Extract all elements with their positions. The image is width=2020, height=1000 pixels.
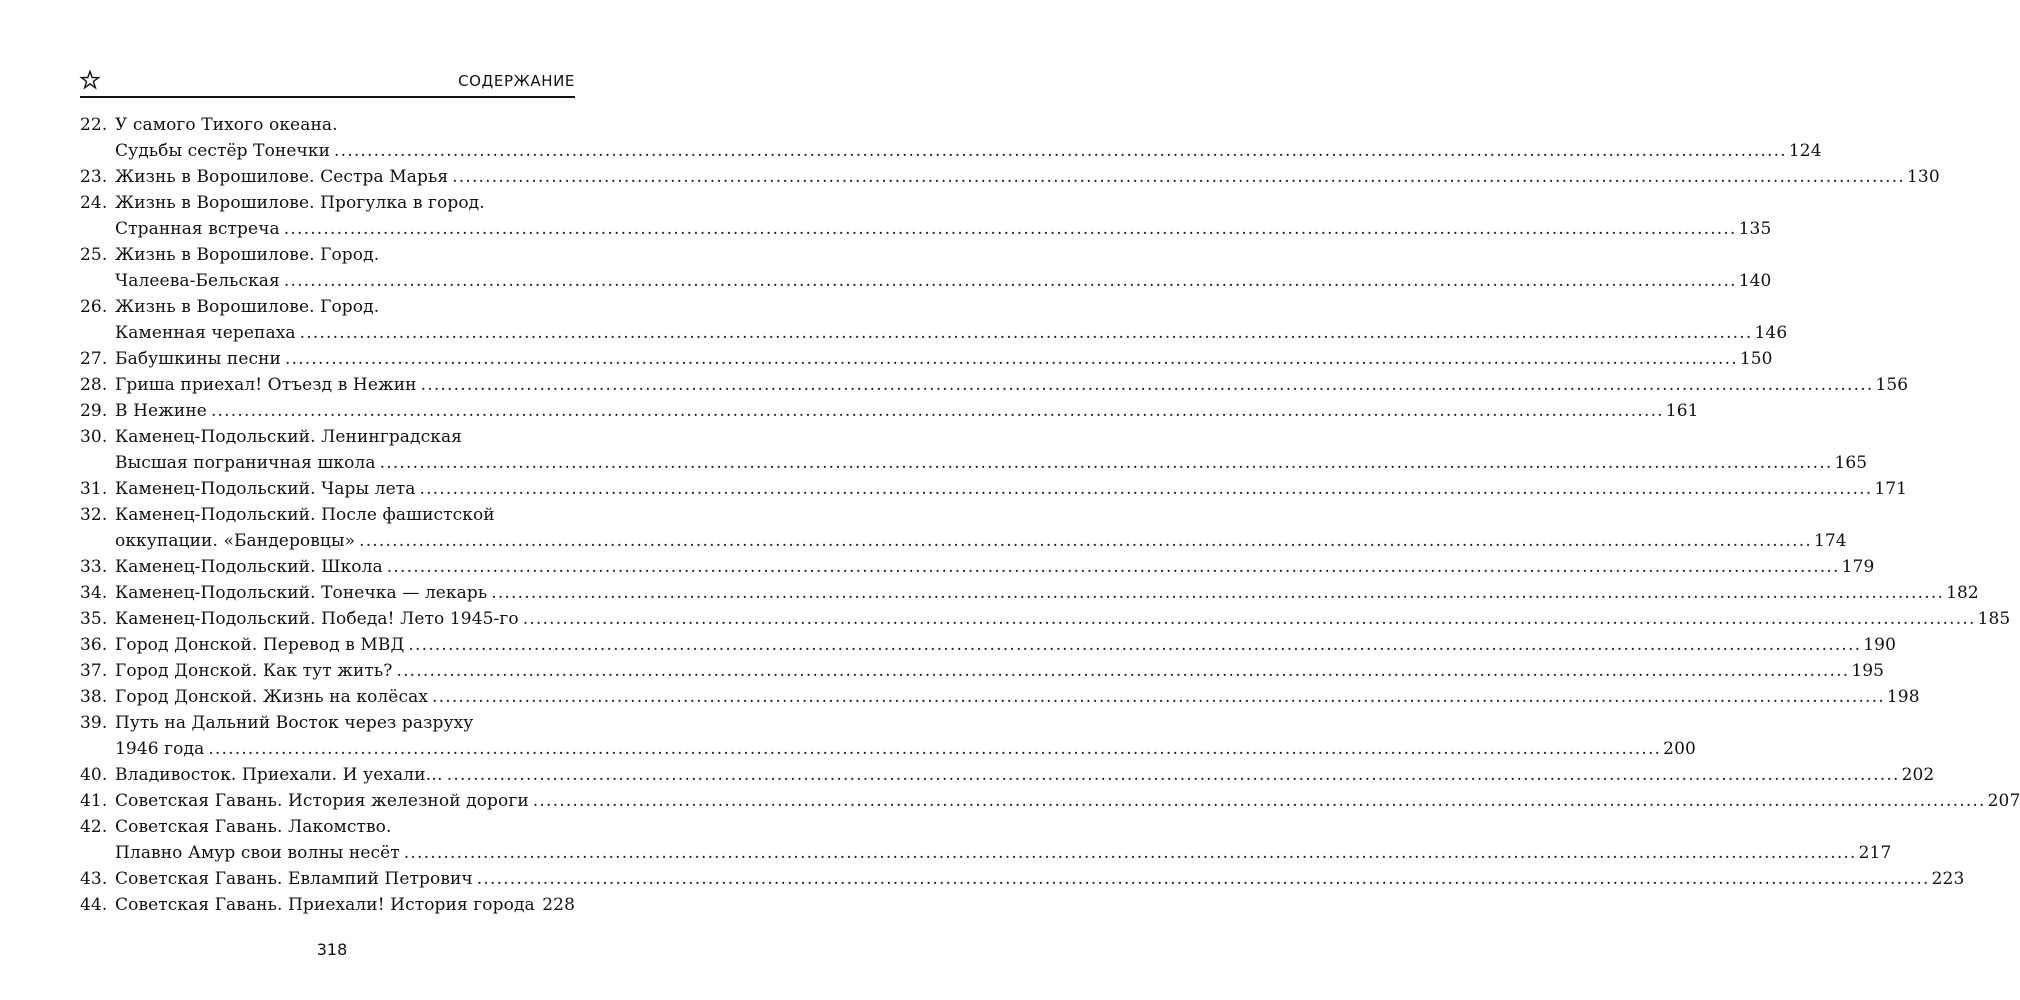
entry-number: 42. <box>80 817 108 837</box>
toc-entry-line <box>80 164 1940 190</box>
dot-leader: ............................................................................................................................................................................................................................ <box>522 609 1976 629</box>
running-header <box>80 70 575 98</box>
entry-page-number: 195 <box>1851 661 1885 681</box>
entry-number: 27. <box>80 349 108 369</box>
entry-page-number: 202 <box>1901 765 1935 785</box>
toc-entry <box>80 632 1896 658</box>
toc-entry <box>80 242 1772 294</box>
toc-entry <box>80 190 1772 242</box>
entry-page-number: 207 <box>1987 791 2020 811</box>
dot-leader: ............................................................................................................................................................................................................................ <box>283 219 1737 239</box>
toc-entry-line <box>80 814 575 840</box>
entry-title: Жизнь в Ворошилове. Город. <box>115 245 380 265</box>
dot-leader: ............................................................................................................................................................................................................................ <box>284 349 1738 369</box>
entry-title: оккупации. «Бандеровцы» <box>115 531 356 551</box>
entry-number: 29. <box>80 401 108 421</box>
entry-title: Каменец-Подольский. Тонечка — лекарь <box>115 583 488 603</box>
entry-page-number: 223 <box>1931 869 1965 889</box>
toc-entry <box>80 814 1892 866</box>
entry-page-number: 130 <box>1906 167 1940 187</box>
header-title: СОДЕРЖАНИЕ <box>458 72 575 90</box>
entry-title: Каменец-Подольский. Ленинградская <box>115 427 463 447</box>
toc-entry-line <box>80 450 1868 476</box>
toc-entry-line <box>80 762 1935 788</box>
toc-entry <box>80 788 2020 814</box>
toc-entry <box>80 502 1847 554</box>
toc-entry-line <box>80 268 1772 294</box>
toc-entry <box>80 372 1909 398</box>
entry-title: Советская Гавань. Лакомство. <box>115 817 392 837</box>
entry-title: Плавно Амур свои волны несёт <box>115 843 400 863</box>
entry-page-number: 200 <box>1663 739 1696 759</box>
entry-number: 43. <box>80 869 108 889</box>
dot-leader: ............................................................................................................................................................................................................................ <box>432 687 1885 707</box>
entry-number: 28. <box>80 375 108 395</box>
toc-entry <box>80 346 1773 372</box>
toc-entry <box>80 892 575 918</box>
dot-leader: ............................................................................................................................................................................................................................ <box>210 401 1664 421</box>
toc-entry-line <box>80 294 575 320</box>
dot-leader: ............................................................................................................................................................................................................................ <box>283 271 1737 291</box>
dot-leader: ............................................................................................................................................................................................................................ <box>491 583 1945 603</box>
entry-number: 23. <box>80 167 108 187</box>
entry-title: Владивосток. Приехали. И уехали… <box>115 765 443 785</box>
entry-title: Высшая пограничная школа <box>115 453 376 473</box>
toc-entry <box>80 866 1965 892</box>
entry-title: Город Донской. Жизнь на колёсах <box>115 687 429 707</box>
entry-title: Жизнь в Ворошилове. Сестра Марья <box>115 167 449 187</box>
toc-entry-line <box>80 866 1965 892</box>
entry-number: 24. <box>80 193 108 213</box>
toc-entry-line <box>80 632 1896 658</box>
dot-leader: ............................................................................................................................................................................................................................ <box>379 453 1833 473</box>
entry-number: 34. <box>80 583 108 603</box>
toc-entry-line <box>80 658 1885 684</box>
toc-entry <box>80 112 1822 164</box>
entry-page-number: 124 <box>1788 141 1822 161</box>
entry-number: 30. <box>80 427 108 447</box>
toc-entry-line <box>80 372 1909 398</box>
entry-number: 36. <box>80 635 108 655</box>
entry-number: 37. <box>80 661 108 681</box>
toc-entry <box>80 294 1788 346</box>
toc-entry-line <box>80 710 575 736</box>
entry-title: У самого Тихого океана. <box>115 115 338 135</box>
toc-entry <box>80 606 2011 632</box>
entry-title: В Нежине <box>115 401 207 421</box>
entry-number: 31. <box>80 479 108 499</box>
entry-number: 39. <box>80 713 108 733</box>
entry-title: Каменец-Подольский. После фашистской <box>115 505 495 525</box>
entry-page-number: 150 <box>1739 349 1773 369</box>
entry-title: Каменец-Подольский. Школа <box>115 557 383 577</box>
entry-number: 40. <box>80 765 108 785</box>
entry-page-number: 135 <box>1738 219 1772 239</box>
entry-title: Город Донской. Перевод в МВД <box>115 635 405 655</box>
entry-page-number: 140 <box>1738 271 1772 291</box>
toc-entry <box>80 164 1940 190</box>
entry-title: Каменная черепаха <box>115 323 296 343</box>
entry-page-number: 165 <box>1834 453 1868 473</box>
toc-entry-line <box>80 216 1772 242</box>
toc-entry <box>80 476 1908 502</box>
entry-number: 33. <box>80 557 108 577</box>
entry-title: Странная встреча <box>115 219 280 239</box>
entry-page-number: 217 <box>1858 843 1892 863</box>
dot-leader: ............................................................................................................................................................................................................................ <box>403 843 1857 863</box>
entry-title: Каменец-Подольский. Победа! Лето 1945-го <box>115 609 519 629</box>
entry-number: 35. <box>80 609 108 629</box>
toc-entry <box>80 710 1696 762</box>
dot-leader: ............................................................................................................................................................................................................................ <box>386 557 1840 577</box>
entry-page-number: 198 <box>1886 687 1920 707</box>
entry-title: Каменец-Подольский. Чары лета <box>115 479 416 499</box>
entry-page-number: 182 <box>1946 583 1979 603</box>
toc-entry-line <box>80 580 1979 606</box>
entry-number: 22. <box>80 115 108 135</box>
toc-entry-line <box>80 190 575 216</box>
dot-leader: ............................................................................................................................................................................................................................ <box>419 479 1873 499</box>
entry-title: Судьбы сестёр Тонечки <box>115 141 331 161</box>
toc-entry-line <box>80 242 575 268</box>
toc-entry-line <box>80 684 1920 710</box>
entry-title: Советская Гавань. Приехали! История города <box>115 895 535 915</box>
entry-title: Чалеева-Бельская <box>115 271 280 291</box>
toc-entry <box>80 762 1935 788</box>
dot-leader: ............................................................................................................................................................................................................................ <box>420 375 1874 395</box>
dot-leader: ............................................................................................................................................................................................................................ <box>532 791 1986 811</box>
entry-page-number: 185 <box>1977 609 2011 629</box>
toc-entry <box>80 580 1979 606</box>
entry-page-number: 228 <box>542 895 575 915</box>
toc-entry <box>80 554 1875 580</box>
entry-title: Город Донской. Как тут жить? <box>115 661 393 681</box>
dot-leader: ............................................................................................................................................................................................................................ <box>476 869 1930 889</box>
star-outline-icon <box>80 70 100 90</box>
entry-title: Путь на Дальний Восток через разруху <box>115 713 474 733</box>
page-number: 318 <box>316 940 348 959</box>
toc-entry-line <box>80 320 1788 346</box>
dot-leader: ............................................................................................................................................................................................................................ <box>446 765 1900 785</box>
entry-number: 26. <box>80 297 108 317</box>
dot-leader: ............................................................................................................................................................................................................................ <box>396 661 1850 681</box>
dot-leader <box>539 892 540 918</box>
toc-entry <box>80 398 1699 424</box>
toc-entry-line <box>80 606 2011 632</box>
toc-entry-line <box>80 528 1847 554</box>
entry-title: Гриша приехал! Отъезд в Нежин <box>115 375 417 395</box>
dot-leader: ............................................................................................................................................................................................................................ <box>299 323 1753 343</box>
entry-title: 1946 года <box>115 739 205 759</box>
entry-page-number: 161 <box>1665 401 1699 421</box>
toc-entry-line <box>80 840 1892 866</box>
dot-leader: ............................................................................................................................................................................................................................ <box>359 531 1812 551</box>
dot-leader: ............................................................................................................................................................................................................................ <box>408 635 1862 655</box>
entry-number: 32. <box>80 505 108 525</box>
dot-leader: ............................................................................................................................................................................................................................ <box>452 167 1905 187</box>
entry-number: 25. <box>80 245 108 265</box>
entry-number: 38. <box>80 687 108 707</box>
table-of-contents <box>80 112 2020 918</box>
toc-entry-line <box>80 112 575 138</box>
toc-entry-line <box>80 424 575 450</box>
toc-entry <box>80 424 1868 476</box>
toc-entry-line <box>80 736 1696 762</box>
toc-entry-line <box>80 476 1908 502</box>
toc-entry-line <box>80 502 575 528</box>
entry-page-number: 171 <box>1874 479 1908 499</box>
toc-entry-line <box>80 346 1773 372</box>
toc-entry <box>80 658 1885 684</box>
entry-page-number: 179 <box>1841 557 1875 577</box>
entry-title: Советская Гавань. История железной дороги <box>115 791 529 811</box>
toc-entry-line <box>80 138 1822 164</box>
entry-page-number: 156 <box>1875 375 1909 395</box>
toc-entry-line <box>80 892 575 918</box>
dot-leader: ............................................................................................................................................................................................................................ <box>334 141 1787 161</box>
entry-title: Советская Гавань. Евлампий Петрович <box>115 869 473 889</box>
entry-title: Жизнь в Ворошилове. Город. <box>115 297 380 317</box>
entry-number: 41. <box>80 791 108 811</box>
toc-entry-line <box>80 788 2020 814</box>
entry-number: 44. <box>80 895 108 915</box>
toc-entry-line <box>80 398 1699 424</box>
entry-page-number: 146 <box>1754 323 1788 343</box>
entry-title: Жизнь в Ворошилове. Прогулка в город. <box>115 193 485 213</box>
entry-title: Бабушкины песни <box>115 349 281 369</box>
dot-leader: ............................................................................................................................................................................................................................ <box>208 739 1662 759</box>
toc-entry <box>80 684 1920 710</box>
entry-page-number: 174 <box>1813 531 1847 551</box>
entry-page-number: 190 <box>1863 635 1896 655</box>
toc-entry-line <box>80 554 1875 580</box>
